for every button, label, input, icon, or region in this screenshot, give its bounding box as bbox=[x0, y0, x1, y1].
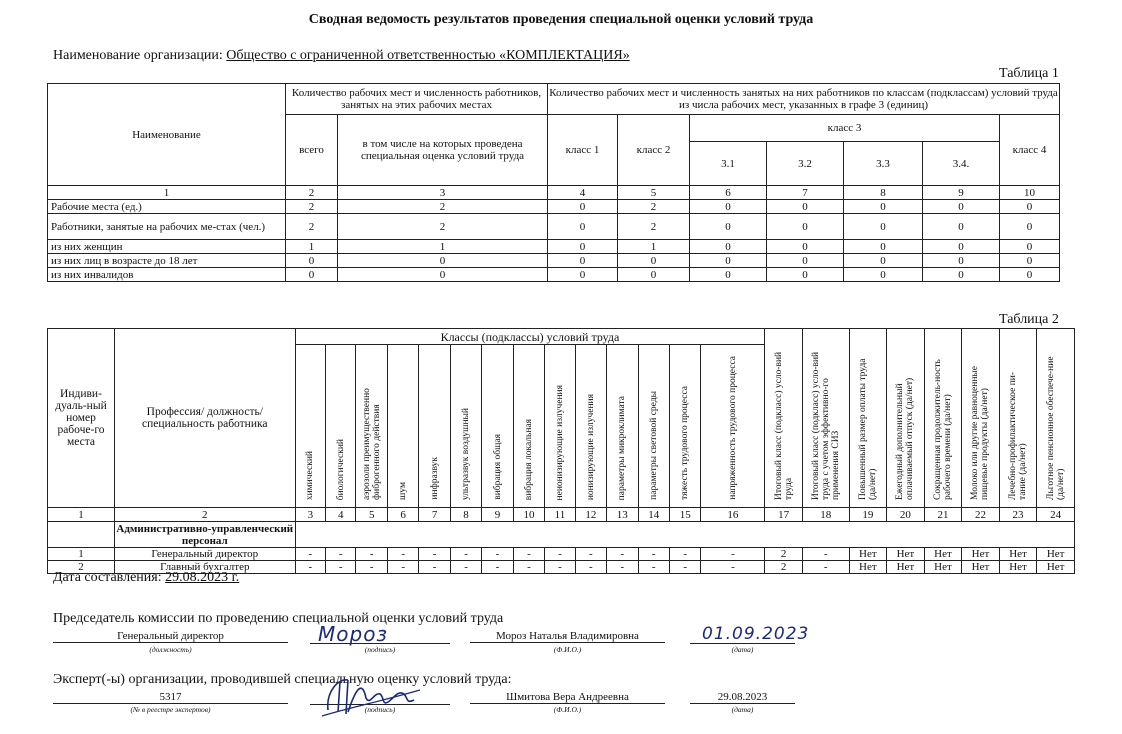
t1-header-class4: класс 4 bbox=[1000, 115, 1060, 186]
t1-cell: 0 bbox=[767, 200, 844, 214]
t2-cell: - bbox=[387, 548, 418, 561]
t2-extra-header: Лечебно-профилактическое пи-тание (да/нет) bbox=[999, 329, 1037, 508]
t1-cell: 0 bbox=[844, 268, 923, 282]
t1-cell: 2 bbox=[618, 200, 690, 214]
t1-cell: 0 bbox=[844, 214, 923, 240]
t1-num: 7 bbox=[767, 186, 844, 200]
t1-cell: 0 bbox=[690, 200, 767, 214]
t1-header-qty: Количество рабочих мест и численность работников, занятых на этих рабочих местах bbox=[286, 84, 548, 115]
t2-row-profession: Генеральный директор bbox=[114, 548, 295, 561]
t2-num: 16 bbox=[701, 508, 765, 522]
compilation-date: 29.08.2023 г. bbox=[165, 570, 240, 585]
t1-cell: 0 bbox=[548, 240, 618, 254]
t2-num: 20 bbox=[887, 508, 925, 522]
chair-name-caption: (Ф.И.О.) bbox=[553, 645, 582, 654]
t1-row-label: из них лиц в возрасте до 18 лет bbox=[48, 254, 286, 268]
t1-body bbox=[48, 200, 1060, 282]
t2-cell: - bbox=[482, 561, 513, 574]
t2-num: 8 bbox=[450, 508, 481, 522]
t2-extra-header: Льготное пенсионное обеспече-ние (да/нет) bbox=[1037, 329, 1075, 508]
t1-header-class33: 3.3 bbox=[844, 142, 923, 186]
t1-num: 10 bbox=[1000, 186, 1060, 200]
expert-heading: Эксперт(-ы) организации, проводившей специальную оценку условий труда: bbox=[53, 672, 512, 687]
chair-signature-caption: (подпись) bbox=[364, 645, 396, 654]
t2-cell: - bbox=[513, 548, 544, 561]
t1-cell: 0 bbox=[767, 254, 844, 268]
expert-number-caption: (№ в реестре экспертов) bbox=[130, 705, 211, 714]
organization-label: Наименование организации: bbox=[53, 48, 223, 63]
t2-factor-header: тяжесть трудового процесса bbox=[669, 345, 700, 508]
t1-cell: 0 bbox=[338, 254, 548, 268]
t2-header-profession: Профессия/ должность/ специальность работника bbox=[114, 329, 295, 508]
t1-row bbox=[48, 254, 1060, 268]
t1-row bbox=[48, 268, 1060, 282]
t2-factor-header: ионизирующие излучения bbox=[575, 345, 606, 508]
t2-factor-header: напряженность трудового процесса bbox=[701, 345, 765, 508]
t1-cell: 0 bbox=[690, 268, 767, 282]
t2-num: 5 bbox=[356, 508, 387, 522]
t2-num: 11 bbox=[545, 508, 575, 522]
t2-cell: - bbox=[419, 561, 450, 574]
t1-row bbox=[48, 240, 1060, 254]
t2-cell: - bbox=[669, 548, 700, 561]
t2-cell: - bbox=[575, 548, 606, 561]
t1-cell: 0 bbox=[923, 214, 1000, 240]
t2-cell: - bbox=[669, 561, 700, 574]
t2-cell: - bbox=[638, 548, 669, 561]
t1-cell: 2 bbox=[286, 200, 338, 214]
t2-cell: Нет bbox=[1037, 548, 1075, 561]
t1-cell: 1 bbox=[286, 240, 338, 254]
expert-signature-caption: (подпись) bbox=[364, 705, 396, 714]
t2-num: 21 bbox=[924, 508, 962, 522]
t1-cell: 0 bbox=[923, 268, 1000, 282]
t2-num: 7 bbox=[419, 508, 450, 522]
t1-cell: 0 bbox=[1000, 240, 1060, 254]
t1-cell: 2 bbox=[338, 200, 548, 214]
t1-header-classes: Количество рабочих мест и численность занятых на них работников по классам (подклассам) условий труда из числа рабочих мест, указанных в графе 3 (единиц) bbox=[548, 84, 1060, 115]
t1-header-class3: класс 3 bbox=[690, 115, 1000, 142]
t1-cell: 0 bbox=[690, 214, 767, 240]
t2-num: 22 bbox=[962, 508, 1000, 522]
t2-cell: Нет bbox=[887, 561, 925, 574]
t2-cell: Нет bbox=[999, 561, 1037, 574]
t2-num: 2 bbox=[114, 508, 295, 522]
t1-header-assessed: в том числе на которых проведена специальная оценка условий труда bbox=[338, 115, 548, 186]
t2-group-empty bbox=[48, 522, 115, 548]
t1-cell: 0 bbox=[767, 268, 844, 282]
t2-num: 19 bbox=[849, 508, 887, 522]
expert-number: 5317 bbox=[53, 691, 288, 704]
t2-factor-header: химический bbox=[295, 345, 325, 508]
t2-cell: Нет bbox=[849, 548, 887, 561]
t1-cell: 0 bbox=[690, 254, 767, 268]
t2-num: 14 bbox=[638, 508, 669, 522]
t2-num: 1 bbox=[48, 508, 115, 522]
t1-row-label: из них женщин bbox=[48, 240, 286, 254]
t1-cell: 0 bbox=[548, 214, 618, 240]
t2-cell: - bbox=[356, 561, 387, 574]
t2-extra-header: Повышенный размер оплаты труда (да/нет) bbox=[849, 329, 887, 508]
t1-cell: 0 bbox=[618, 254, 690, 268]
t1-cell: 0 bbox=[338, 268, 548, 282]
organization-name: Общество с ограниченной ответственностью «КОМПЛЕКТАЦИЯ» bbox=[226, 48, 630, 63]
table2-label: Таблица 2 bbox=[999, 312, 1059, 327]
t1-row-label: Работники, занятые на рабочих ме-стах (чел.) bbox=[48, 214, 286, 240]
t2-cell: 2 bbox=[765, 548, 803, 561]
t2-num: 9 bbox=[482, 508, 513, 522]
expert-name-caption: (Ф.И.О.) bbox=[553, 705, 582, 714]
t2-cell: Нет bbox=[999, 548, 1037, 561]
t2-num: 18 bbox=[802, 508, 849, 522]
chair-name: Мороз Наталья Владимировна bbox=[470, 630, 665, 643]
t2-extra-header: Молоко или другие равноценные пищевые продукты (да/нет) bbox=[962, 329, 1000, 508]
t1-header-class32: 3.2 bbox=[767, 142, 844, 186]
t1-cell: 0 bbox=[923, 200, 1000, 214]
t2-num: 13 bbox=[607, 508, 638, 522]
t2-cell: Нет bbox=[924, 548, 962, 561]
t2-factor-header: инфразвук bbox=[419, 345, 450, 508]
t2-cell: - bbox=[513, 561, 544, 574]
t2-factor-header: шум bbox=[387, 345, 418, 508]
table1 bbox=[47, 83, 1060, 282]
t1-cell: 2 bbox=[286, 214, 338, 240]
t2-header-classes: Классы (подклассы) условий труда bbox=[295, 329, 765, 345]
t1-number-row bbox=[48, 186, 1060, 200]
t2-row bbox=[48, 548, 1075, 561]
expert-signature bbox=[318, 672, 428, 722]
t2-extra-header: Итоговый класс (подкласс) усло-вий труда bbox=[765, 329, 803, 508]
t2-num: 12 bbox=[575, 508, 606, 522]
t2-row-id: 2 bbox=[48, 561, 115, 574]
t1-header-class2: класс 2 bbox=[618, 115, 690, 186]
t1-row-label: Рабочие места (ед.) bbox=[48, 200, 286, 214]
t2-num: 4 bbox=[326, 508, 356, 522]
t2-factor-header: параметры микроклимата bbox=[607, 345, 638, 508]
t1-header-class1: класс 1 bbox=[548, 115, 618, 186]
t2-cell: - bbox=[326, 548, 356, 561]
t2-cell: - bbox=[638, 561, 669, 574]
t2-group-label: Административно-управленческий персонал bbox=[116, 522, 294, 547]
t2-row-profession: Главный бухгалтер bbox=[114, 561, 295, 574]
expert-name: Шмитова Вера Андреевна bbox=[470, 691, 665, 704]
t1-num: 5 bbox=[618, 186, 690, 200]
chair-date-caption: (дата) bbox=[731, 645, 754, 654]
t2-num: 6 bbox=[387, 508, 418, 522]
t1-cell: 1 bbox=[618, 240, 690, 254]
t2-cell: - bbox=[607, 548, 638, 561]
t1-cell: 0 bbox=[844, 254, 923, 268]
table2 bbox=[47, 328, 1075, 574]
chair-signature: Мороз bbox=[318, 622, 389, 646]
t1-cell: 0 bbox=[548, 254, 618, 268]
t2-num: 3 bbox=[295, 508, 325, 522]
t2-cell: - bbox=[482, 548, 513, 561]
t1-cell: 0 bbox=[844, 240, 923, 254]
compilation-date-label: Дата составления: bbox=[53, 570, 162, 585]
t1-cell: 2 bbox=[338, 214, 548, 240]
t1-cell: 0 bbox=[690, 240, 767, 254]
t1-cell: 0 bbox=[1000, 200, 1060, 214]
t2-cell: - bbox=[607, 561, 638, 574]
t2-cell: - bbox=[575, 561, 606, 574]
expert-date: 29.08.2023 bbox=[690, 691, 795, 704]
table1-label: Таблица 1 bbox=[999, 66, 1059, 81]
chair-position: Генеральный директор bbox=[53, 630, 288, 643]
t1-num: 6 bbox=[690, 186, 767, 200]
organization-line bbox=[53, 48, 630, 64]
t2-factor-header: неионизирующие излучения bbox=[545, 345, 575, 508]
t1-cell: 0 bbox=[548, 268, 618, 282]
t2-cell: - bbox=[450, 561, 481, 574]
t1-cell: 0 bbox=[1000, 214, 1060, 240]
t2-number-row bbox=[48, 508, 1075, 522]
t2-row-id: 1 bbox=[48, 548, 115, 561]
chair-heading: Председатель комиссии по проведению специальной оценки условий труда bbox=[53, 611, 504, 626]
t2-factor-header: параметры световой среды bbox=[638, 345, 669, 508]
t1-num: 8 bbox=[844, 186, 923, 200]
t1-cell: 2 bbox=[618, 214, 690, 240]
expert-date-caption: (дата) bbox=[731, 705, 754, 714]
t2-cell: Нет bbox=[962, 548, 1000, 561]
t1-header-class31: 3.1 bbox=[690, 142, 767, 186]
t1-cell: 0 bbox=[286, 254, 338, 268]
t1-row bbox=[48, 214, 1060, 240]
t1-cell: 0 bbox=[844, 200, 923, 214]
compilation-date-line bbox=[53, 570, 239, 586]
t1-num: 2 bbox=[286, 186, 338, 200]
t2-num: 15 bbox=[669, 508, 700, 522]
t1-cell: 0 bbox=[1000, 254, 1060, 268]
t2-cell: - bbox=[419, 548, 450, 561]
t2-num: 24 bbox=[1037, 508, 1075, 522]
t1-header-class34: 3.4. bbox=[923, 142, 1000, 186]
t2-extra-header: Ежегодный дополнительный оплачиваемый отпуск (да/нет) bbox=[887, 329, 925, 508]
t1-cell: 0 bbox=[767, 240, 844, 254]
t2-cell: Нет bbox=[887, 548, 925, 561]
t1-cell: 0 bbox=[618, 268, 690, 282]
t2-num: 17 bbox=[765, 508, 803, 522]
t2-factor-header: вибрация локальная bbox=[513, 345, 544, 508]
t2-cell: Нет bbox=[849, 561, 887, 574]
t2-cell: - bbox=[545, 561, 575, 574]
t2-factor-header: вибрация общая bbox=[482, 345, 513, 508]
t1-cell: 1 bbox=[338, 240, 548, 254]
t2-header-id: Индиви-дуаль-ный номер рабоче-го места bbox=[48, 329, 115, 508]
t2-cell: - bbox=[802, 561, 849, 574]
t1-row bbox=[48, 200, 1060, 214]
chair-position-caption: (должность) bbox=[149, 645, 192, 654]
t2-cell: - bbox=[387, 561, 418, 574]
t2-num: 10 bbox=[513, 508, 544, 522]
t1-cell: 0 bbox=[548, 200, 618, 214]
t2-factor-header: аэрозоли преимущественно фиброгенного действия bbox=[356, 345, 387, 508]
page-title: Сводная ведомость результатов проведения специальной оценки условий труда bbox=[308, 12, 814, 27]
t2-cell: - bbox=[295, 548, 325, 561]
t1-cell: 0 bbox=[923, 240, 1000, 254]
t1-header-total: всего bbox=[286, 115, 338, 186]
t1-cell: 0 bbox=[1000, 268, 1060, 282]
t1-cell: 0 bbox=[767, 214, 844, 240]
t2-cell: - bbox=[295, 561, 325, 574]
t2-cell: 2 bbox=[765, 561, 803, 574]
t2-cell: Нет bbox=[962, 561, 1000, 574]
t2-cell: Нет bbox=[924, 561, 962, 574]
t2-group-row bbox=[48, 522, 1075, 548]
t1-cell: 0 bbox=[286, 268, 338, 282]
t1-header-name: Наименование bbox=[48, 84, 286, 186]
t1-cell: 0 bbox=[923, 254, 1000, 268]
t2-group-empty bbox=[295, 522, 1074, 548]
t2-cell: - bbox=[326, 561, 356, 574]
t2-num: 23 bbox=[999, 508, 1037, 522]
t2-cell: - bbox=[802, 548, 849, 561]
chair-date: 01.09.2023 bbox=[702, 624, 810, 644]
t2-cell: - bbox=[701, 561, 765, 574]
t2-factor-header: биологический bbox=[326, 345, 356, 508]
t2-cell: - bbox=[701, 548, 765, 561]
t1-num: 4 bbox=[548, 186, 618, 200]
t2-cell: - bbox=[356, 548, 387, 561]
t1-num: 3 bbox=[338, 186, 548, 200]
t2-extra-header: Сокращенная продолжитель-ность рабочего времени (да/нет) bbox=[924, 329, 962, 508]
t2-extra-header: Итоговый класс (подкласс) усло-вий труда с учетом эффективно-го применения СИЗ bbox=[802, 329, 849, 508]
t2-cell: Нет bbox=[1037, 561, 1075, 574]
t2-cell: - bbox=[450, 548, 481, 561]
t1-row-label: из них инвалидов bbox=[48, 268, 286, 282]
t1-num: 9 bbox=[923, 186, 1000, 200]
t2-cell: - bbox=[545, 548, 575, 561]
t2-factor-header: ультразвук воздушный bbox=[450, 345, 481, 508]
t1-num: 1 bbox=[48, 186, 286, 200]
